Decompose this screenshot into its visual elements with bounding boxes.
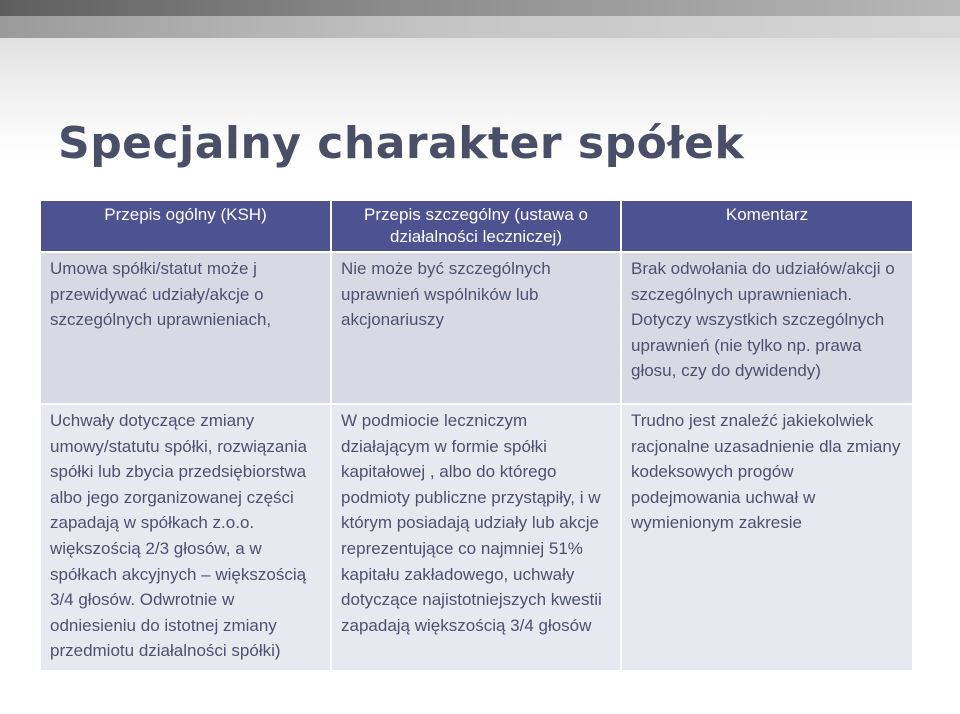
table-cell (621, 252, 912, 404)
cell-text: Nie może być szczególnych uprawnień wspólników lub akcjonariuszy (341, 259, 551, 330)
header-comment: Komentarz (621, 201, 912, 252)
table-row (41, 404, 912, 671)
table-cell (331, 404, 621, 671)
header-specific-provision: Przepis szczególny (ustawa o działalności leczniczej) (331, 201, 621, 252)
table-header-row (41, 201, 912, 252)
table-cell (331, 252, 621, 404)
cell-text: W podmiocie leczniczym działającym w formie spółki kapitałowej , albo do którego podmioty publiczne przystąpiły, i w którym posiadają udziały lub akcje reprezentujące co najmniej 51% kapitału zakładowego, uchwały dotyczące najistotniejszych kwestii zapadają większością 3/4 głosów (341, 411, 602, 635)
slide-title: Specjalny charakter spółek (58, 118, 745, 169)
comparison-table (41, 201, 912, 672)
top-decorative-band (0, 0, 960, 16)
cell-text: Umowa spółki/statut może j przewidywać udziały/akcje o szczególnych uprawnieniach, (50, 259, 272, 330)
header-general-provision: Przepis ogólny (KSH) (41, 201, 331, 252)
table-cell (41, 404, 331, 671)
table-cell (41, 252, 331, 404)
cell-text: Uchwały dotyczące zmiany umowy/statutu spółki, rozwiązania spółki lub zbycia przedsiębiorstwa albo jego zorganizowanej części zapadają w spółkach z.o.o. większością 2/3 głosów, a w spółkach akcyjnych – większością 3/4 głosów. Odwrotnie w odniesieniu do istotnej zmiany przedmiotu działalności spółki) (50, 411, 308, 661)
cell-text: Brak odwołania do udziałów/akcji o szczególnych uprawnieniach. Dotyczy wszystkich szczególnych uprawnień (nie tylko np. prawa głosu, czy do dywidendy) (631, 259, 895, 381)
cell-text: Trudno jest znaleźć jakiekolwiek racjonalne uzasadnienie dla zmiany kodeksowych progów podejmowania uchwał w wymienionym zakresie (631, 411, 901, 533)
table-row (41, 252, 912, 404)
table-cell (621, 404, 912, 671)
